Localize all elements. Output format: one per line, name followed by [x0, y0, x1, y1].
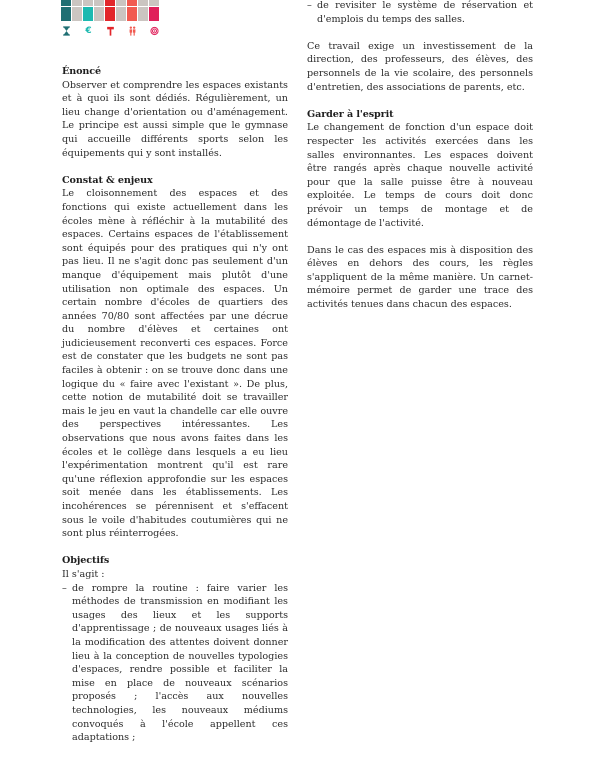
category-color-grid	[61, 0, 160, 21]
list-item	[62, 582, 288, 745]
dash-bullet: –	[307, 0, 312, 11]
section-dans-le-cas	[307, 244, 533, 312]
heading-objectifs: Objectifs	[62, 555, 110, 567]
color-cell	[94, 7, 104, 21]
hammer-icon	[105, 25, 116, 37]
section-travail	[307, 40, 533, 94]
heading-enonce: Énoncé	[62, 66, 102, 77]
target-icon	[149, 25, 160, 37]
section-garder	[307, 108, 533, 230]
color-cell	[116, 7, 126, 21]
euro-icon: €	[85, 26, 92, 36]
category-icons-row	[61, 25, 160, 37]
dash-bullet: –	[62, 582, 67, 594]
color-cell	[72, 7, 82, 21]
color-cell	[105, 7, 115, 21]
list-item-text: de rompre la routine : faire varier les méthodes de transmission en modifiant les usages des lieux et les supports d'apprentissage ; de nouveaux usages liés à la modification des attentes doivent donner lieu à la conception de nouvelles typologies d'espaces, rendre possible et faciliter la mise en place de nouveaux scénarios proposés ; l'accès aux nouvelles technologies, les nouveaux médiums convoqués à l'école appellent ces adaptations ;	[72, 582, 288, 744]
color-cell	[94, 0, 104, 6]
color-cell	[116, 0, 126, 6]
color-cell	[72, 0, 82, 6]
paragraph-dans-le-cas: Dans le cas des espaces mis à disposition des élèves en dehors des cours, les règles s'appliquent de la même manière. Un carnet-mémoire permet de garder une trace des activités tenues dans chacun des espaces.	[307, 244, 533, 311]
section-objectifs	[62, 554, 288, 744]
section-objectifs-continued	[307, 0, 533, 26]
color-cell	[61, 0, 71, 6]
objectifs-intro: Il s'agit :	[62, 568, 105, 580]
paragraph-travail: Ce travail exige un investissement de la direction, des professeurs, des élèves, des personnels de la vie scolaire, des personnels d'entretien, des associations de parents, etc.	[307, 40, 533, 93]
paragraph-constat: Le cloisonnement des espaces et des fonctions qui existe actuellement dans les écoles mène à réfléchir à la mutabilité des espaces. Certains espaces de l'établissement sont équipés pour des pratiques qui n'y ont pas lieu. Il ne s'agit donc pas seulement d'un manque d'équipement mais plutôt d'une utilisation non optimale des espaces. Un certain nombre d'écoles de quartiers des années 70/80 sont affectées par une décrue du nombre d'élèves et certaines ont judicieusement reconverti ces espaces. Force est de constater que les budgets ne sont pas faciles à obtenir : on se trouve donc dans une logique du « faire avec l'existant ». De plus, cette notion de mutabilité doit se travailler mais le jeu en vaut la chandelle car elle ouvre des perspectives intéressantes. Les observations que nous avons faites dans les écoles et le collège dans lesquels a eu lieu l'expérimentation montrent qu'il est rare qu'une réflexion approfondie sur les espaces soit menée dans les établissements. Les incohérences se pérennisent et s'effacent sous le voile d'habitudes coutumières qui ne sont plus réinterrogées.	[62, 188, 288, 540]
color-cell	[127, 7, 137, 21]
heading-constat: Constat & enjeux	[62, 174, 153, 186]
color-cell	[83, 7, 93, 21]
color-cell	[83, 0, 93, 6]
paragraph-garder: Le changement de fonction d'un espace doit respecter les activités exercées dans les salles environnantes. Les espaces doivent être rangés après chaque nouvelle activité pour que la salle puisse être à nouveau exploitée. Le temps de cours doit donc prévoir un temps de montage et de démontage de l'activité.	[307, 122, 533, 229]
section-enonce	[62, 65, 288, 160]
color-cell	[138, 7, 148, 21]
section-constat	[62, 174, 288, 541]
people-icon	[127, 25, 138, 37]
color-cell	[105, 0, 115, 6]
left-column	[62, 65, 288, 758]
color-cell	[138, 0, 148, 6]
right-column	[307, 0, 533, 325]
list-item	[307, 0, 533, 26]
hourglass-icon	[61, 25, 72, 37]
color-cell	[127, 0, 137, 6]
paragraph-enonce: Observer et comprendre les espaces existants et à quoi ils sont dédiés. Régulièrement, un lieu change d'orientation ou d'aménagement. Le principe est aussi simple que le gymnase qui accueille différents sports selon les équipements qui y sont installés.	[62, 79, 288, 159]
list-item-text: de revisiter le système de réservation et d'emplois du temps des salles.	[317, 0, 533, 25]
heading-garder: Garder à l'esprit	[307, 108, 394, 120]
color-cell	[149, 0, 159, 6]
color-cell	[61, 7, 71, 21]
color-cell	[149, 7, 159, 21]
